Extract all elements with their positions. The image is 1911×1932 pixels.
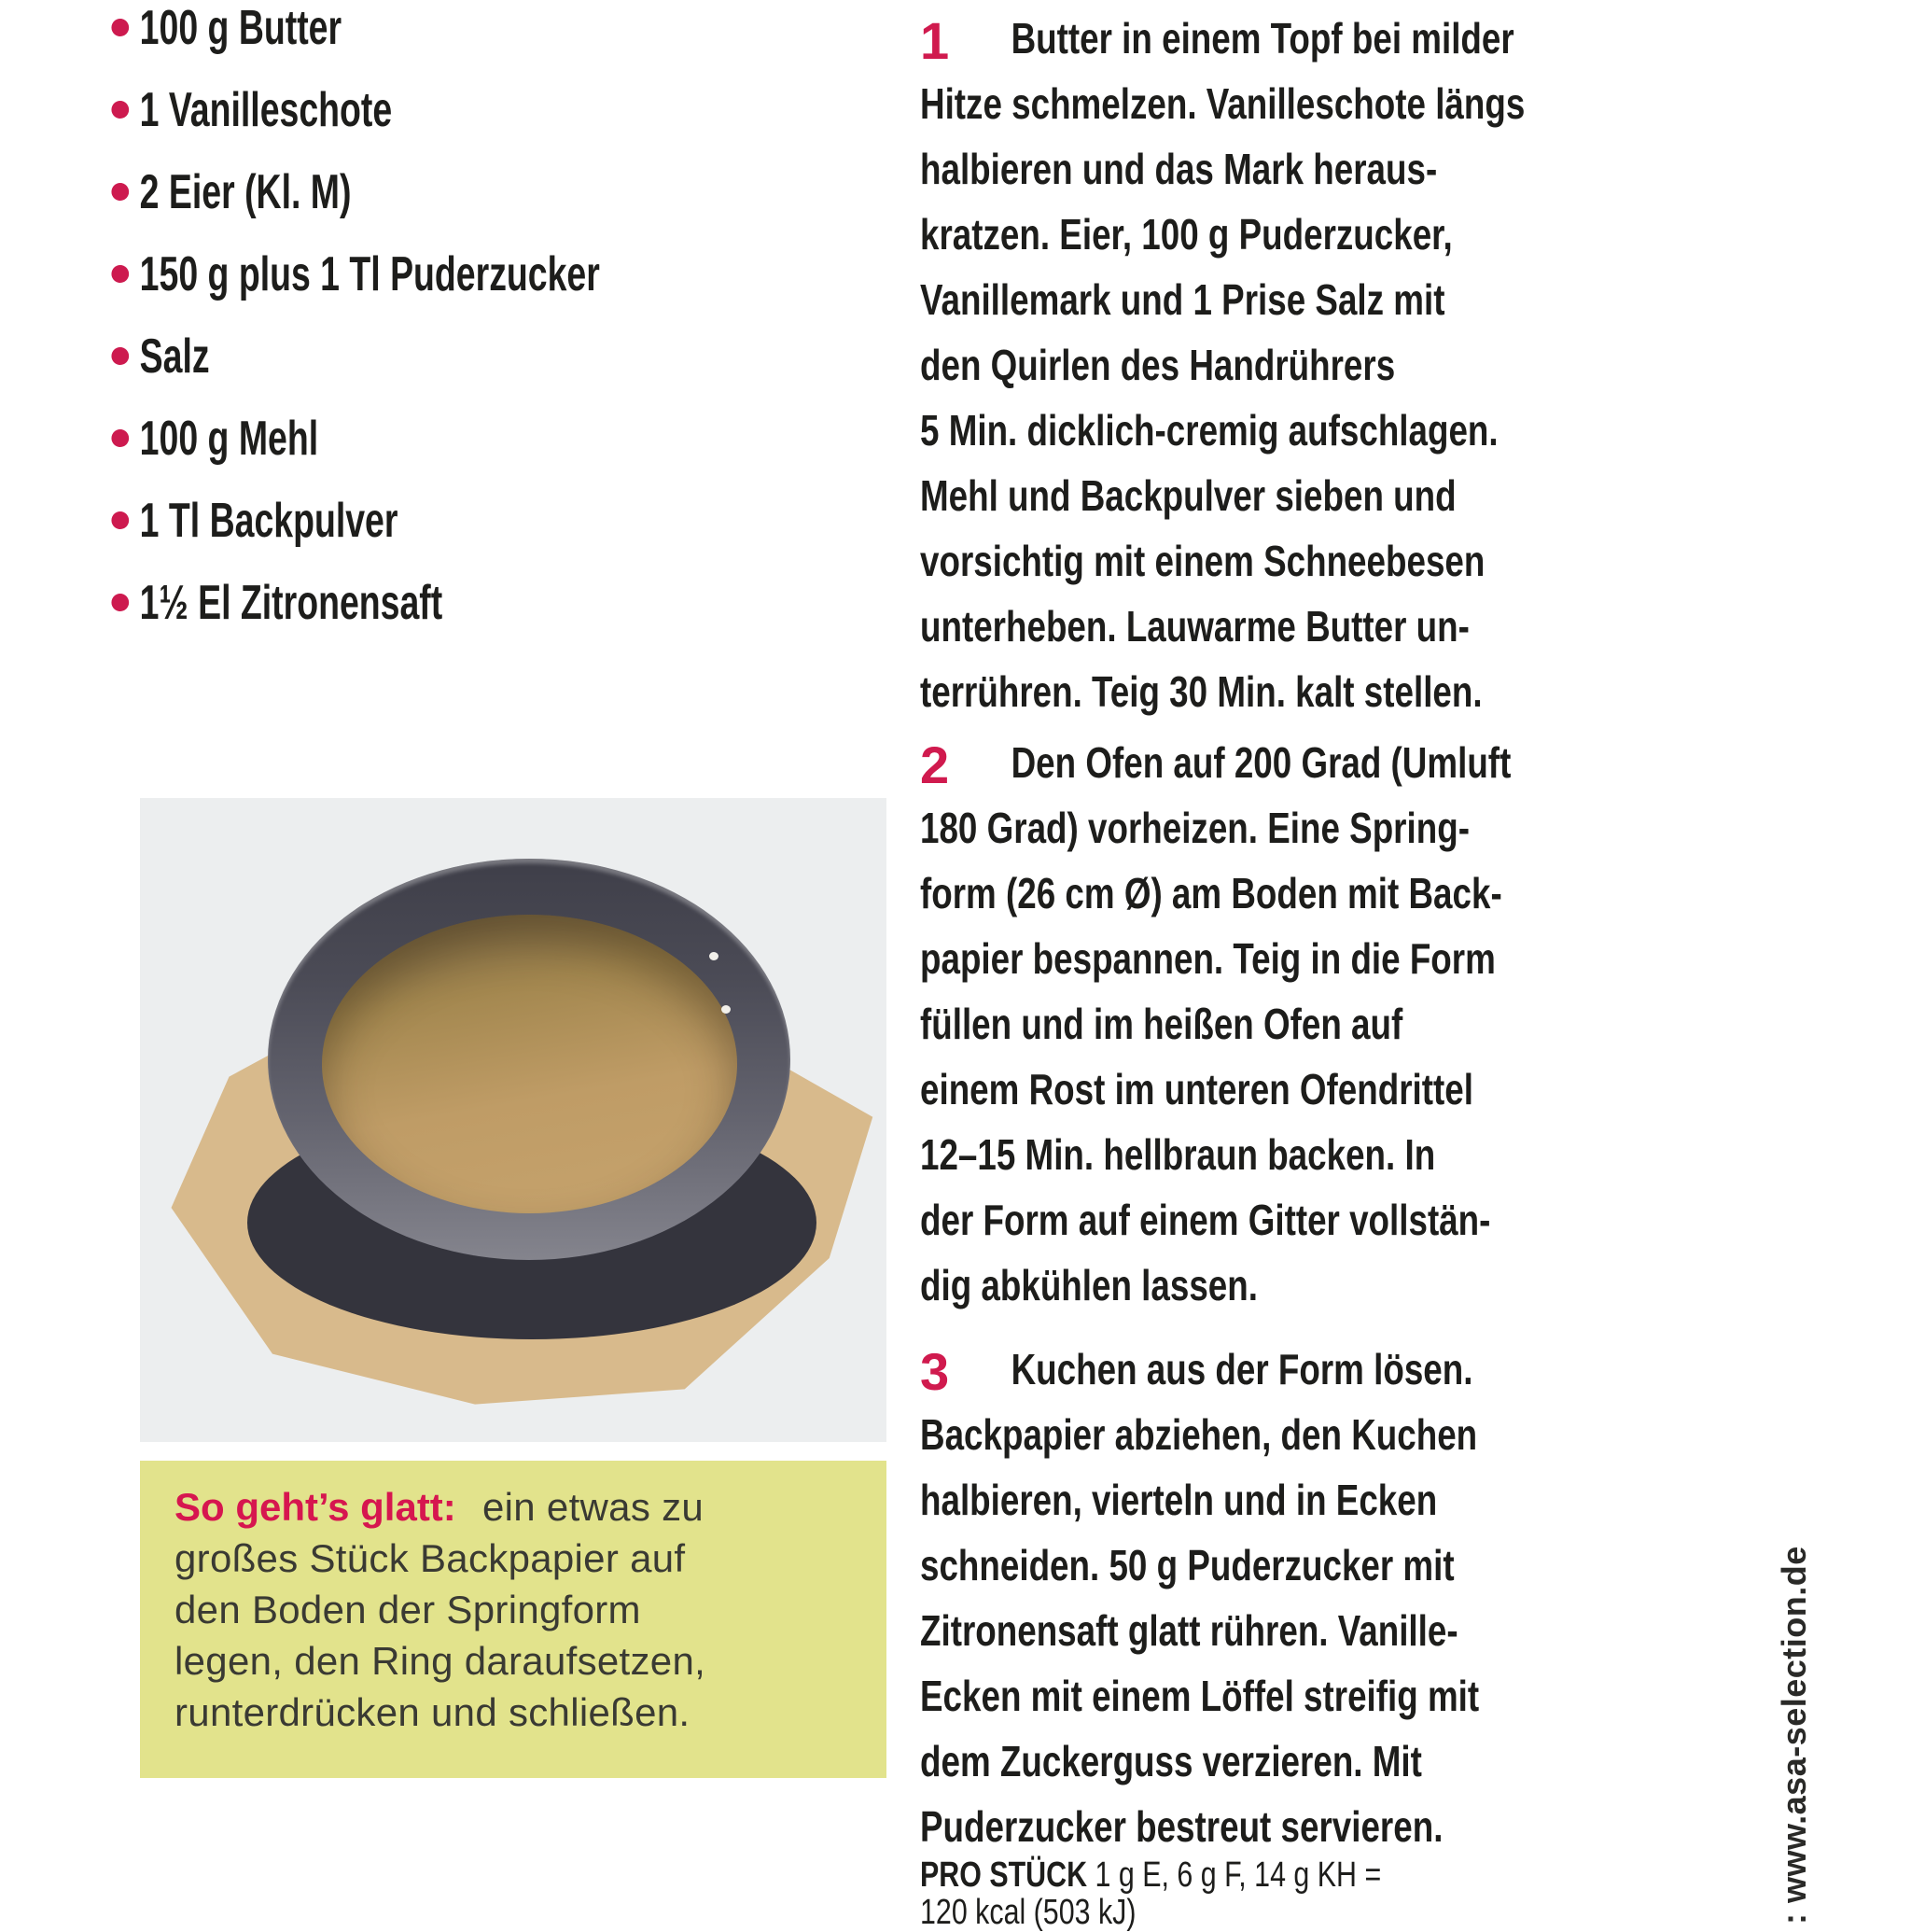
text-line: 1 Tl Backpulver <box>110 480 675 562</box>
springform-rivet <box>721 1005 731 1014</box>
springform-rivet <box>709 952 718 960</box>
text-line: füllen und im heißen Ofen auf <box>920 1000 1403 1048</box>
text-line: schneiden. 50 g Puderzucker mit <box>920 1541 1455 1589</box>
springform-photo <box>140 798 886 1442</box>
tip-text <box>174 1481 865 1738</box>
text-line: Kuchen aus der Form lösen. <box>1011 1345 1473 1393</box>
text-line: 1½ El Zitronensaft <box>110 562 675 644</box>
text-line: 150 g plus 1 Tl Puderzucker <box>110 233 675 315</box>
text-line: 100 g Mehl <box>110 398 675 480</box>
text-line: 100 g Butter <box>110 0 675 69</box>
text-line: Puderzucker bestreut servieren. <box>920 1802 1444 1851</box>
text-line: 1 Vanilleschote <box>110 69 675 151</box>
tip-label: So geht’s glatt: <box>174 1485 456 1529</box>
step-3 <box>920 1337 1648 1859</box>
text-line: Vanillemark und 1 Prise Salz mit <box>920 275 1445 324</box>
text-line: Hitze schmelzen. Vanilleschote längs <box>920 79 1526 128</box>
step-3-number: 3 <box>920 1342 950 1401</box>
step-2-number: 2 <box>920 735 950 794</box>
ingredient-list <box>110 0 894 644</box>
text-line: legen, den Ring daraufsetzen, <box>174 1639 706 1683</box>
step-1-text <box>920 6 1648 724</box>
text-line: großes Stück Backpapier auf <box>174 1536 686 1580</box>
text-line: Zitronensaft glatt rühren. Vanille- <box>920 1606 1458 1655</box>
text-line: 5 Min. dicklich-cremig aufschlagen. <box>920 406 1499 455</box>
text-line: Salz <box>110 315 675 398</box>
text-line: den Quirlen des Handrührers <box>920 341 1396 389</box>
text-line: dem Zuckerguss verzieren. Mit <box>920 1737 1422 1785</box>
text-line: form (26 cm Ø) am Boden mit Back- <box>920 869 1502 917</box>
text-line: der Form auf einem Gitter vollstän- <box>920 1196 1491 1244</box>
nutrition-line-1 <box>920 1856 1502 1894</box>
step-3-text <box>920 1337 1648 1859</box>
text-line: 2 Eier (Kl. M) <box>110 151 675 233</box>
text-line: unterheben. Lauwarme Butter un- <box>920 602 1470 651</box>
text-line: terrühren. Teig 30 Min. kalt stellen. <box>920 667 1483 716</box>
photo-credit: : www.asa-selection.de <box>1775 1546 1813 1925</box>
nutrition-info <box>920 1856 1648 1931</box>
text-line: 180 Grad) vorheizen. Eine Spring- <box>920 804 1470 852</box>
step-1 <box>920 6 1648 724</box>
text-line: dig abkühlen lassen. <box>920 1261 1258 1309</box>
step-2 <box>920 730 1648 1318</box>
text-line: halbieren und das Mark heraus- <box>920 145 1438 193</box>
text-line: Butter in einem Topf bei milder <box>1011 14 1514 63</box>
text-line: 12–15 Min. hellbraun backen. In <box>920 1130 1436 1179</box>
text-line: den Boden der Springform <box>174 1588 641 1631</box>
text-line: kratzen. Eier, 100 g Puderzucker, <box>920 210 1453 259</box>
nutrition-line-2: 120 kcal (503 kJ) <box>920 1893 1137 1932</box>
nutrition-values: 1 g E, 6 g F, 14 g KH = <box>1087 1855 1382 1895</box>
step-1-number: 1 <box>920 11 950 70</box>
step-2-text <box>920 730 1648 1318</box>
text-line: halbieren, vierteln und in Ecken <box>920 1476 1438 1524</box>
text-line: runterdrücken und schließen. <box>174 1690 690 1734</box>
text-line: Ecken mit einem Löffel streifig mit <box>920 1672 1480 1720</box>
text-line: Den Ofen auf 200 Grad (Umluft <box>1011 738 1512 787</box>
springform-floor-paper <box>322 915 737 1213</box>
tip-box <box>140 1461 886 1778</box>
text-line: Backpapier abziehen, den Kuchen <box>920 1410 1478 1459</box>
text-line: papier bespannen. Teig in die Form <box>920 934 1496 983</box>
text-line: einem Rost im unteren Ofendrittel <box>920 1065 1473 1113</box>
text-line: ein etwas zu <box>482 1485 704 1529</box>
text-line: Mehl und Backpulver sieben und <box>920 471 1457 520</box>
nutrition-label: PRO STÜCK <box>920 1855 1088 1895</box>
text-line: vorsichtig mit einem Schneebesen <box>920 537 1486 585</box>
